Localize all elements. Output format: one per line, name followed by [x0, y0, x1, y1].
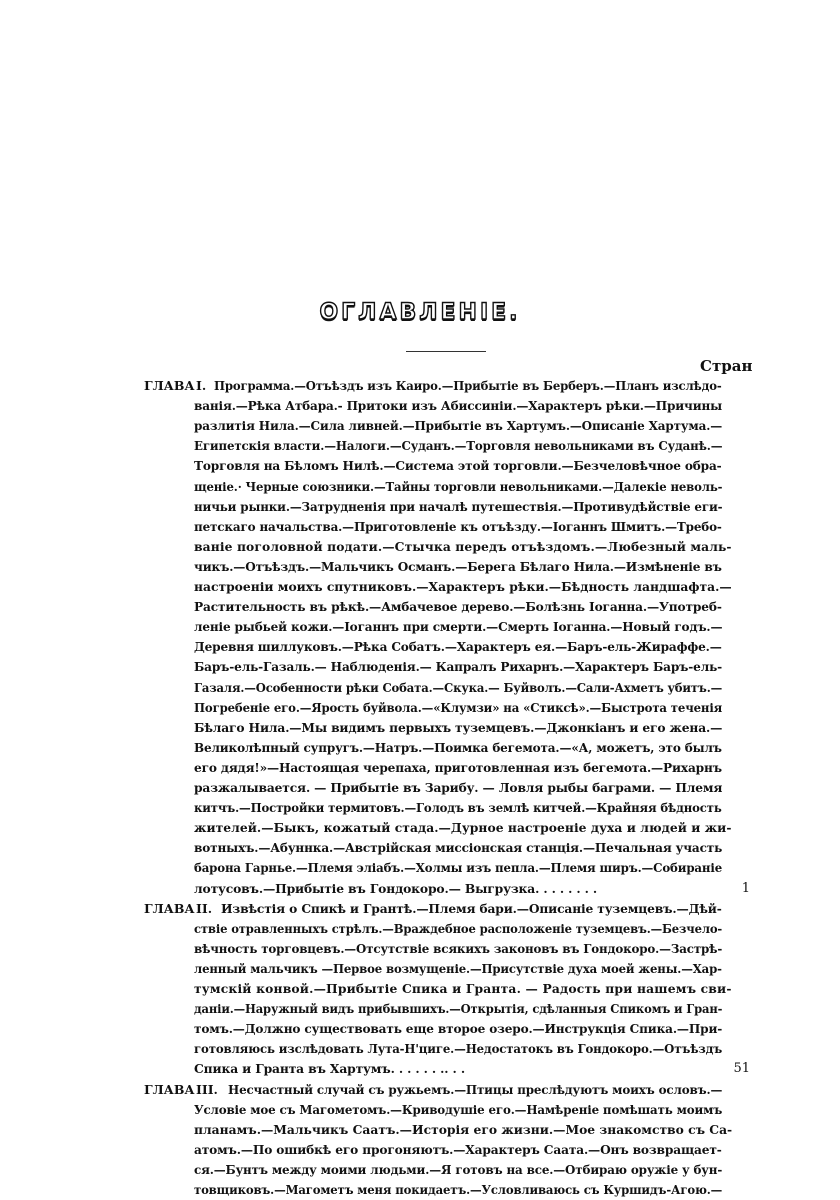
chapter-summary-line: петскаго начальства.—Приготовленіе къ отъѣзду.—Іоганнъ Шмитъ.—Требо- [194, 518, 722, 534]
chapter-label: ГЛАВА [144, 1081, 195, 1097]
chapter-summary-line: барона Гарнье.—Племя эліабъ.—Холмы изъ пепла.—Племя ширъ.—Собираніе [194, 860, 723, 876]
chapter-summary-line: Торговля на Бѣломъ Нилѣ.—Система этой торговли.—Безчеловѣчное обра- [194, 458, 722, 474]
chapter-summary-line: щеніе.· Черные союзники.—Тайны торговли невольниками.—Далекіе неволь- [194, 478, 723, 494]
chapter-summary-line: ленный мальчикъ —Первое возмущеніе.—Присутствіе духа моей жены.—Хар- [194, 960, 722, 976]
chapter-summary-line: Великолѣпный супругъ.—Натръ.—Поимка бегемота.—«А, можетъ, это былъ [194, 739, 722, 755]
page-column-header: Стран [700, 357, 753, 375]
chapter-label: ГЛАВА [144, 378, 195, 393]
page-title: ОГЛАВЛЕНІЕ. [319, 300, 521, 325]
chapter-summary-line: Извѣстія о Спикѣ и Грантѣ.—Племя бари.—Описаніе туземцевъ.—Дѣй- [221, 900, 722, 916]
chapter-summary-line: Погребеніе его.—Ярость буйвола.—«Клумзи» на «Стиксѣ».—Быстрота теченія [194, 699, 723, 715]
chapter-summary-line: Растительность въ рѣкѣ.—Амбачевое дерево.—Болѣзнь Іоганна.—Употреб- [194, 599, 722, 615]
chapter-summary-line: томъ.—Должно существовать еще второе озеро.—Инструкція Спика.—При- [194, 1021, 723, 1037]
title-divider [406, 351, 486, 352]
chapter-summary-line: его дядя!»—Настоящая черепаха, приготовленная изъ бегемота.—Рихарнъ [194, 759, 722, 775]
chapter-summary-line: Условіе мое съ Магометомъ.—Криводушіе его.—Намѣреніе помѣшать моимъ [194, 1101, 723, 1117]
chapter-summary-line: ствіе отравленныхъ стрѣлъ.—Враждебное расположеніе туземцевъ.—Безчело- [194, 920, 723, 936]
chapter-summary-line: ничьи рынки.—Затрудненія при началѣ путешествія.—Противудѣйствіе еги- [194, 498, 723, 514]
chapter-summary-line: ванія.—Рѣка Атбара.- Притоки изъ Абиссиніи.—Характеръ рѣки.—Причины [194, 398, 723, 414]
chapter-summary-line: Египетскія власти.—Налоги.—Суданъ.—Торговля невольниками въ Суданѣ.— [194, 438, 723, 454]
chapter-summary-line: Деревня шиллуковъ.—Рѣка Собатъ.—Характеръ ея.—Баръ-ель-Жираффе.— [194, 639, 722, 655]
chapter-summary-line: тумскій конвой.—Прибытіе Спика и Гранта. — Радость при нашемъ сви- [194, 981, 732, 996]
chapter-summary-line: Бѣлаго Нила.—Мы видимъ первыхъ туземцевъ.—Джонкіанъ и его жена.— [194, 719, 723, 735]
chapter-summary-line: Газаля.—Особенности рѣки Собата.—Скука.— Буйволъ.—Сали-Ахметъ убитъ.— [194, 679, 723, 695]
chapter-summary-line: лотусовъ.—Прибытіе въ Гондокоро.— Выгрузка. . . . . . . . [194, 880, 598, 896]
chapter-summary-line: вѣчность торговцевъ.—Отсутствіе всякихъ законовъ въ Гондокоро.—Застрѣ- [194, 940, 723, 956]
chapter-summary-line: даніи.—Наружный видъ прибывшихъ.—Открытія, сдѣланныя Спикомъ и Гран- [194, 1001, 723, 1017]
chapter-summary-line: Баръ-ель-Газаль.— Наблюденія.— Капралъ Рихарнъ.—Характеръ Баръ-ель- [194, 659, 722, 675]
chapter-summary-line: атомъ.—По ошибкѣ его прогоняютъ.—Характеръ Саата.—Онъ возвращает- [194, 1141, 722, 1157]
chapter-summary-line: разлитія Нила.—Сила ливней.—Прибытіе въ Хартумъ.—Описаніе Хартума.— [194, 418, 723, 434]
chapter-label: ГЛАВА [144, 900, 195, 916]
chapter-summary-line: разжалывается. — Прибытіе въ Зарибу. — Ловля рыбы баграми. — Племя [194, 780, 723, 795]
chapter-summary-line: настроеніи моихъ спутниковъ.—Характеръ рѣки.—Бѣдность ландшафта.— [194, 579, 732, 594]
chapter-summary-line: товщиковъ.—Магометъ меня покидаетъ.—Условливаюсь съ Куршидъ-Агою.— [194, 1182, 723, 1197]
chapter-number: I. [196, 378, 207, 393]
chapter-summary-line: вотныхъ.—Абуннка.—Австрійская миссіонская станція.—Печальная участь [194, 840, 723, 856]
chapter-summary-line: Спика и Гранта въ Хартумъ. . . . . . .. . . [194, 1061, 465, 1077]
chapter-summary-line: ваніе поголовной подати.—Стычка передъ отъѣздомъ.—Любезный маль- [194, 538, 732, 554]
chapter-summary-line: леніе рыбьей кожи.—Іоганнъ при смерти.—Смерть Іоганна.—Новый годъ.— [194, 619, 723, 635]
chapter-summary-line: готовляюсь изслѣдовать Лута-Н'циге.—Недостатокъ въ Гондокоро.—Отъѣздъ [194, 1041, 723, 1057]
chapter-summary-line: чикъ.—Отъѣздъ.—Мальчикъ Османъ.—Берега Бѣлаго Нила.—Измѣненіе въ [194, 558, 722, 574]
page-number: 1 [741, 880, 750, 896]
chapter-summary-line: Программа.—Отъѣздъ изъ Каиро.—Прибытіе въ Берберъ.—Планъ изслѣдо- [214, 378, 722, 393]
chapter-summary-line: жителей.—Быкъ, кожатый стада.—Дурное настроеніе духа и людей и жи- [194, 820, 732, 836]
chapter-number: III. [196, 1081, 218, 1097]
chapter-summary-line: Несчастный случай съ ружьемъ.—Птицы преслѣдуютъ моихъ ословъ.— [228, 1081, 723, 1097]
chapter-number: II. [196, 900, 213, 916]
page-number: 51 [733, 1061, 750, 1077]
chapter-summary-line: ся.—Бунтъ между моими людьми.—Я готовъ на все.—Отбираю оружіе у бун- [194, 1161, 723, 1177]
chapter-summary-line: китчъ.—Постройки термитовъ.—Голодъ въ землѣ китчей.—Крайняя бѣдность [194, 800, 722, 816]
chapter-summary-line: планамъ.—Мальчикъ Саатъ.—Исторія его жизни.—Мое знакомство съ Са- [194, 1121, 733, 1137]
